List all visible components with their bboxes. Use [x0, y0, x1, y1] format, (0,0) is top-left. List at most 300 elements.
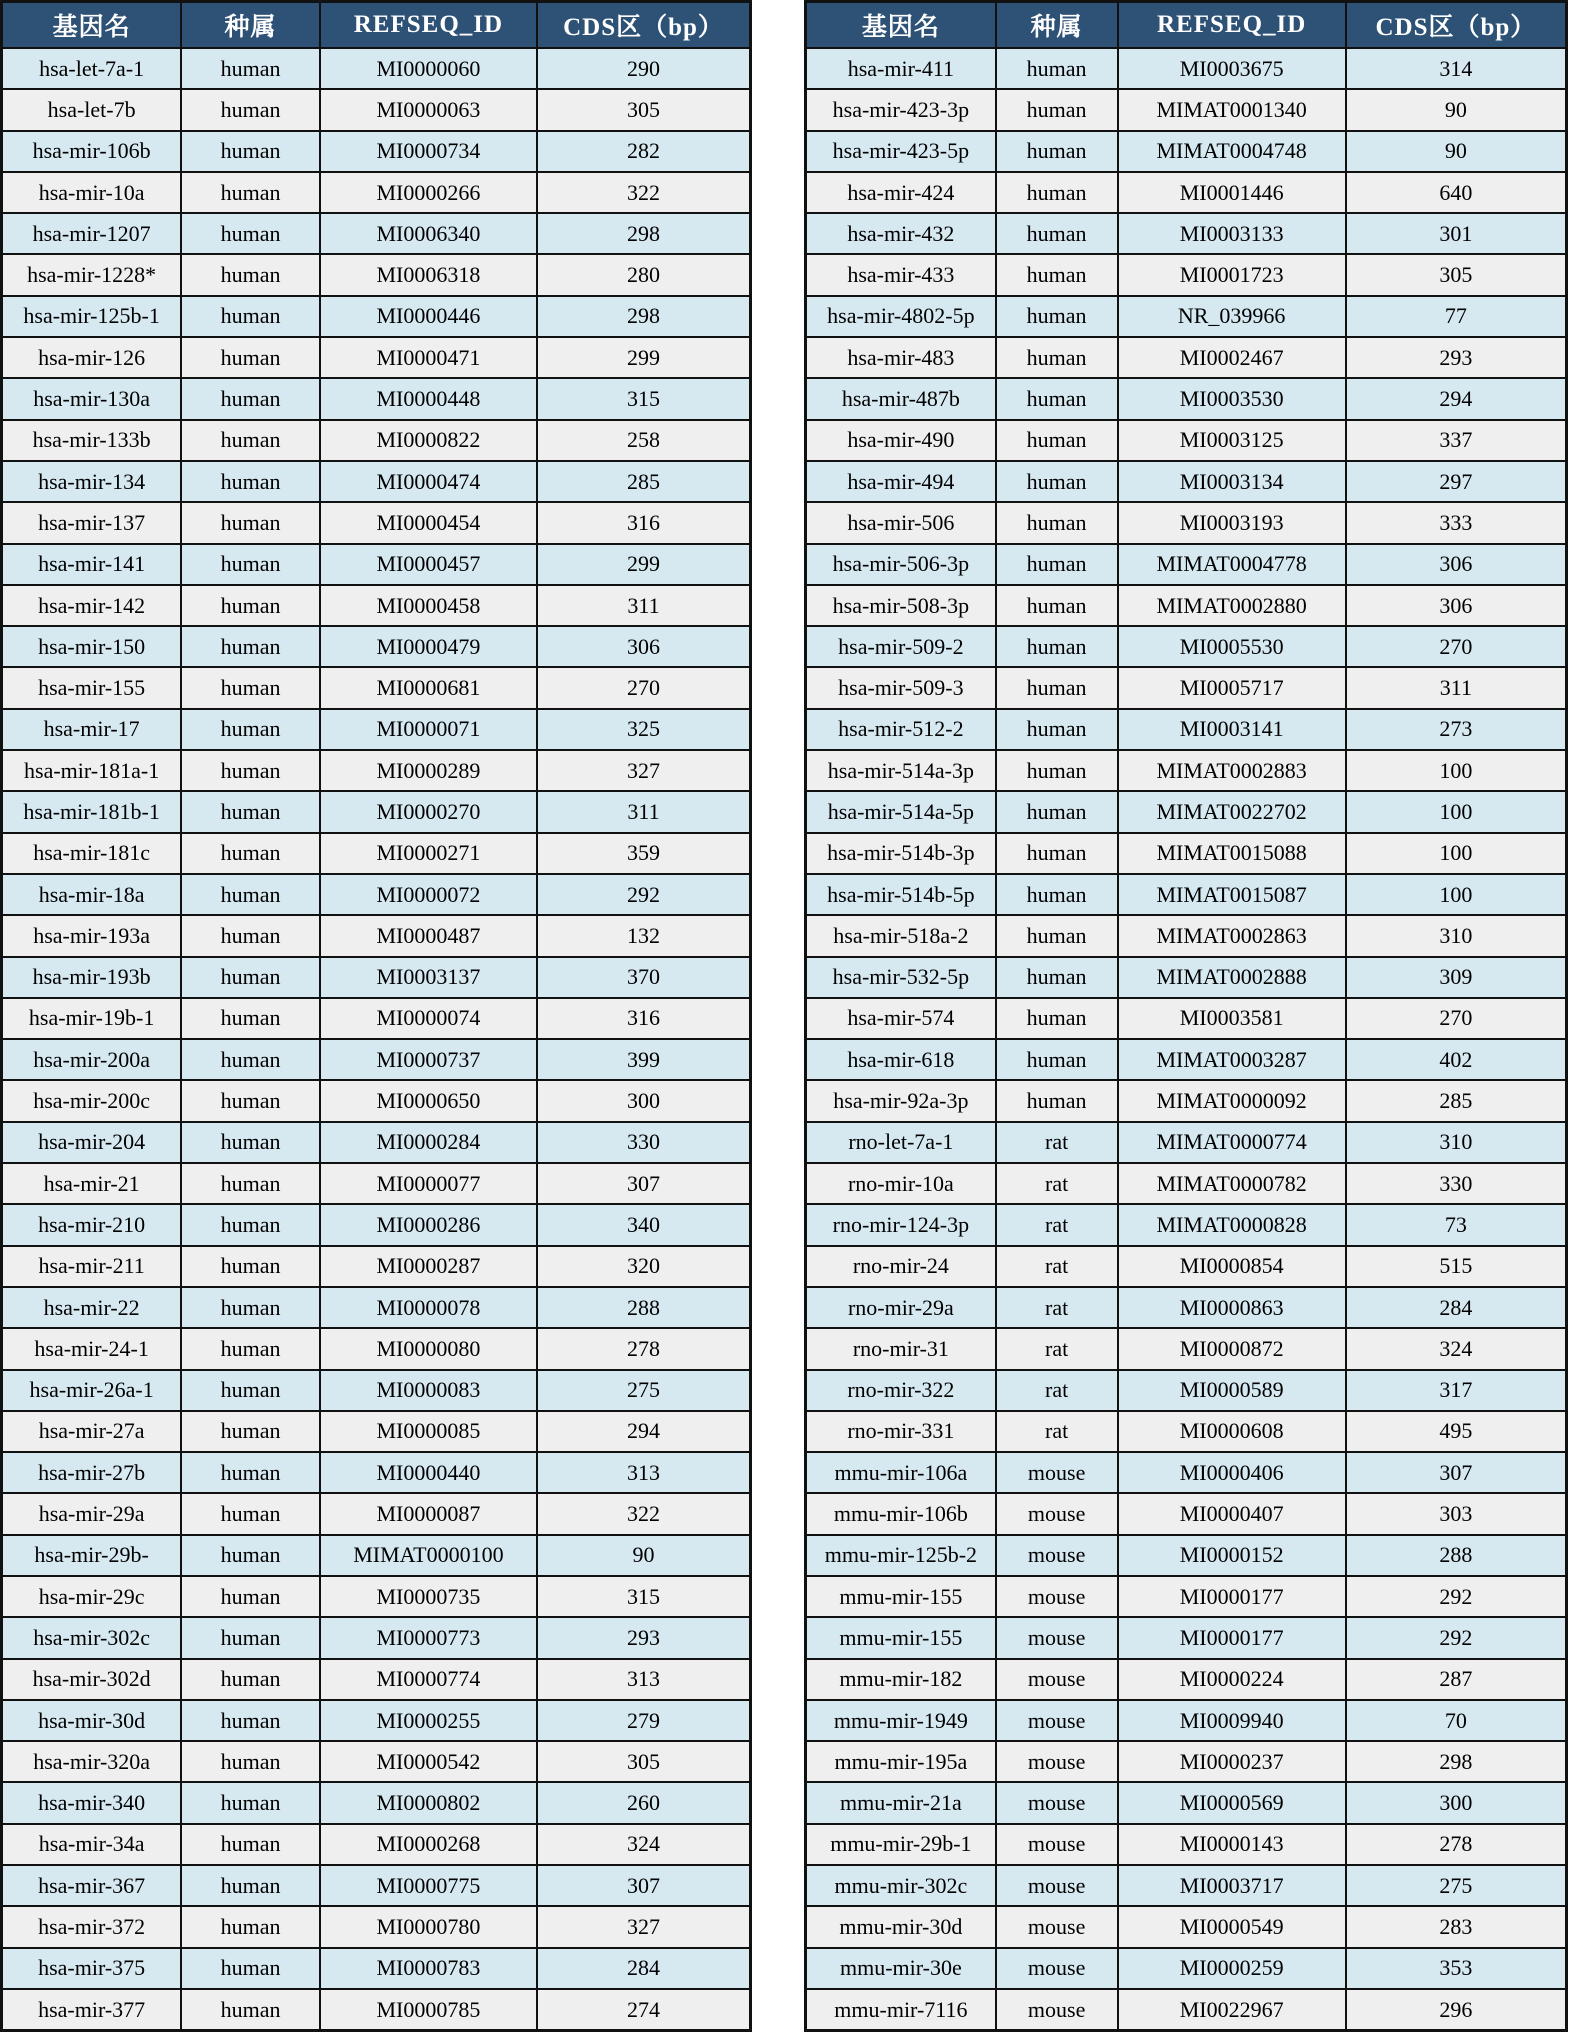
table-row — [806, 1080, 1567, 1121]
species-cell: human — [996, 998, 1118, 1039]
table-row — [806, 1452, 1567, 1493]
table-row — [806, 1989, 1567, 2031]
cds-length-cell: 311 — [537, 585, 750, 626]
species-cell: human — [996, 874, 1118, 915]
refseq-id-cell: MIMAT0015088 — [1118, 833, 1346, 874]
gene-name-cell: hsa-mir-133b — [2, 420, 182, 461]
refseq-id-cell: MI0000734 — [320, 131, 537, 172]
gene-name-cell: hsa-mir-509-3 — [806, 667, 996, 708]
cds-length-cell: 287 — [1346, 1659, 1567, 1700]
table-row — [2, 337, 751, 378]
table-row — [806, 337, 1567, 378]
gene-name-cell: hsa-mir-1207 — [2, 213, 182, 254]
table-row — [2, 1080, 751, 1121]
gene-name-cell: mmu-mir-195a — [806, 1741, 996, 1782]
gene-name-cell: hsa-mir-302c — [2, 1617, 182, 1658]
cds-length-cell: 290 — [537, 48, 750, 89]
table-row — [2, 1493, 751, 1534]
table-row — [2, 172, 751, 213]
table-row — [2, 544, 751, 585]
species-cell: human — [181, 915, 320, 956]
species-cell: human — [181, 89, 320, 130]
table-row — [806, 667, 1567, 708]
gene-name-cell: hsa-mir-424 — [806, 172, 996, 213]
gene-name-cell: mmu-mir-7116 — [806, 1989, 996, 2031]
refseq-id-cell: MIMAT0002880 — [1118, 585, 1346, 626]
species-cell: human — [181, 667, 320, 708]
table-row — [2, 89, 751, 130]
gene-name-cell: hsa-let-7b — [2, 89, 182, 130]
gene-name-cell: hsa-mir-30d — [2, 1700, 182, 1741]
gene-name-cell: hsa-mir-487b — [806, 378, 996, 419]
cds-length-cell: 90 — [537, 1535, 750, 1576]
species-cell: human — [181, 1535, 320, 1576]
gene-name-cell: hsa-mir-10a — [2, 172, 182, 213]
table-header — [2, 2, 751, 49]
refseq-id-cell: MI0002467 — [1118, 337, 1346, 378]
species-cell: human — [996, 833, 1118, 874]
cds-length-cell: 317 — [1346, 1370, 1567, 1411]
cds-length-cell: 279 — [537, 1700, 750, 1741]
refseq-id-cell: MIMAT0000782 — [1118, 1163, 1346, 1204]
cds-length-cell: 294 — [1346, 378, 1567, 419]
cds-length-cell: 330 — [537, 1122, 750, 1163]
cds-length-cell: 322 — [537, 172, 750, 213]
table-row — [806, 1370, 1567, 1411]
gene-name-cell: mmu-mir-302c — [806, 1865, 996, 1906]
refseq-id-cell: MI0000072 — [320, 874, 537, 915]
refseq-id-cell: MI0003530 — [1118, 378, 1346, 419]
table-row — [806, 213, 1567, 254]
cds-length-cell: 270 — [1346, 626, 1567, 667]
refseq-id-cell: MI0000471 — [320, 337, 537, 378]
species-cell: human — [996, 172, 1118, 213]
species-cell: human — [181, 1246, 320, 1287]
refseq-id-cell: MI0000650 — [320, 1080, 537, 1121]
gene-name-cell: mmu-mir-125b-2 — [806, 1535, 996, 1576]
gene-name-cell: hsa-mir-512-2 — [806, 709, 996, 750]
refseq-id-cell: MI0000060 — [320, 48, 537, 89]
species-cell: human — [996, 131, 1118, 172]
table-row — [2, 1906, 751, 1947]
gene-name-cell: rno-let-7a-1 — [806, 1122, 996, 1163]
refseq-id-cell: MI0000780 — [320, 1906, 537, 1947]
gene-name-cell: hsa-mir-130a — [2, 378, 182, 419]
table-row — [2, 750, 751, 791]
species-cell: mouse — [996, 1576, 1118, 1617]
table-row — [806, 1906, 1567, 1947]
table-body — [2, 48, 751, 2031]
cds-length-cell: 282 — [537, 131, 750, 172]
refseq-id-cell: MIMAT0002883 — [1118, 750, 1346, 791]
gene-table-left — [0, 0, 752, 2032]
gene-name-cell: hsa-mir-514b-5p — [806, 874, 996, 915]
refseq-id-cell: MI0000063 — [320, 89, 537, 130]
species-cell: human — [996, 1080, 1118, 1121]
species-cell: human — [181, 1122, 320, 1163]
species-cell: rat — [996, 1163, 1118, 1204]
species-cell: human — [181, 420, 320, 461]
column-header-cds: CDS区（bp） — [537, 2, 750, 49]
species-cell: human — [181, 131, 320, 172]
cds-length-cell: 294 — [537, 1411, 750, 1452]
species-cell: human — [181, 1700, 320, 1741]
refseq-id-cell: MIMAT0000828 — [1118, 1204, 1346, 1245]
table-row — [2, 420, 751, 461]
cds-length-cell: 285 — [1346, 1080, 1567, 1121]
table-row — [806, 1204, 1567, 1245]
species-cell: rat — [996, 1370, 1118, 1411]
table-row — [2, 626, 751, 667]
cds-length-cell: 311 — [1346, 667, 1567, 708]
cds-length-cell: 70 — [1346, 1700, 1567, 1741]
gene-name-cell: hsa-mir-509-2 — [806, 626, 996, 667]
cds-length-cell: 298 — [537, 296, 750, 337]
gene-name-cell: hsa-mir-411 — [806, 48, 996, 89]
cds-length-cell: 288 — [537, 1287, 750, 1328]
cds-length-cell: 313 — [537, 1452, 750, 1493]
gene-name-cell: hsa-mir-367 — [2, 1865, 182, 1906]
species-cell: human — [181, 1989, 320, 2031]
species-cell: human — [181, 1452, 320, 1493]
species-cell: human — [181, 1741, 320, 1782]
species-cell: rat — [996, 1122, 1118, 1163]
species-cell: mouse — [996, 1948, 1118, 1989]
refseq-id-cell: MI0000479 — [320, 626, 537, 667]
gene-name-cell: hsa-mir-200a — [2, 1039, 182, 1080]
gene-name-cell: mmu-mir-106a — [806, 1452, 996, 1493]
species-cell: human — [996, 461, 1118, 502]
table-row — [2, 213, 751, 254]
table-row — [2, 915, 751, 956]
refseq-id-cell: MI0005717 — [1118, 667, 1346, 708]
gene-name-cell: hsa-mir-18a — [2, 874, 182, 915]
cds-length-cell: 283 — [1346, 1906, 1567, 1947]
cds-length-cell: 327 — [537, 750, 750, 791]
gene-name-cell: hsa-mir-92a-3p — [806, 1080, 996, 1121]
cds-length-cell: 100 — [1346, 750, 1567, 791]
cds-length-cell: 90 — [1346, 89, 1567, 130]
refseq-id-cell: MIMAT0022702 — [1118, 791, 1346, 832]
gene-name-cell: hsa-mir-193a — [2, 915, 182, 956]
species-cell: human — [996, 48, 1118, 89]
gene-name-cell: hsa-mir-514b-3p — [806, 833, 996, 874]
table-row — [806, 254, 1567, 295]
table-row — [806, 1741, 1567, 1782]
refseq-id-cell: MI0003141 — [1118, 709, 1346, 750]
table-row — [2, 48, 751, 89]
species-cell: mouse — [996, 1989, 1118, 2031]
table-row — [2, 1700, 751, 1741]
table-row — [806, 1948, 1567, 1989]
cds-length-cell: 270 — [1346, 998, 1567, 1039]
cds-length-cell: 285 — [537, 461, 750, 502]
column-header-refseq: REFSEQ_ID — [1118, 2, 1346, 49]
table-row — [2, 1576, 751, 1617]
table-row — [806, 874, 1567, 915]
cds-length-cell: 298 — [537, 213, 750, 254]
refseq-id-cell: MI0006318 — [320, 254, 537, 295]
gene-name-cell: mmu-mir-30e — [806, 1948, 996, 1989]
refseq-id-cell: MIMAT0002888 — [1118, 957, 1346, 998]
refseq-id-cell: MI0000822 — [320, 420, 537, 461]
cds-length-cell: 313 — [537, 1659, 750, 1700]
species-cell: mouse — [996, 1659, 1118, 1700]
refseq-id-cell: MI0003125 — [1118, 420, 1346, 461]
table-row — [2, 1617, 751, 1658]
table-row — [806, 172, 1567, 213]
gene-name-cell: hsa-mir-320a — [2, 1741, 182, 1782]
table-row — [806, 791, 1567, 832]
refseq-id-cell: MI0003717 — [1118, 1865, 1346, 1906]
table-row — [2, 1741, 751, 1782]
gene-name-cell: hsa-mir-618 — [806, 1039, 996, 1080]
cds-length-cell: 353 — [1346, 1948, 1567, 1989]
table-row — [806, 1824, 1567, 1865]
column-header-cds: CDS区（bp） — [1346, 2, 1567, 49]
cds-length-cell: 306 — [537, 626, 750, 667]
gene-name-cell: hsa-mir-204 — [2, 1122, 182, 1163]
cds-length-cell: 307 — [537, 1163, 750, 1204]
table-row — [2, 1287, 751, 1328]
refseq-id-cell: MI0000863 — [1118, 1287, 1346, 1328]
cds-length-cell: 324 — [537, 1824, 750, 1865]
gene-name-cell: hsa-mir-24-1 — [2, 1328, 182, 1369]
species-cell: human — [181, 1039, 320, 1080]
gene-name-cell: mmu-mir-106b — [806, 1493, 996, 1534]
refseq-id-cell: MI0000735 — [320, 1576, 537, 1617]
column-header-gene: 基因名 — [806, 2, 996, 49]
gene-name-cell: hsa-mir-22 — [2, 1287, 182, 1328]
species-cell: human — [996, 254, 1118, 295]
gene-name-cell: hsa-mir-126 — [2, 337, 182, 378]
table-row — [806, 1163, 1567, 1204]
gene-name-cell: hsa-mir-21 — [2, 1163, 182, 1204]
gene-name-cell: hsa-mir-29a — [2, 1493, 182, 1534]
refseq-id-cell: MI0000289 — [320, 750, 537, 791]
table-header — [806, 2, 1567, 49]
species-cell: human — [996, 337, 1118, 378]
gene-name-cell: hsa-mir-574 — [806, 998, 996, 1039]
column-header-species: 种属 — [996, 2, 1118, 49]
species-cell: mouse — [996, 1906, 1118, 1947]
refseq-id-cell: MI0000224 — [1118, 1659, 1346, 1700]
cds-length-cell: 297 — [1346, 461, 1567, 502]
gene-name-cell: mmu-mir-155 — [806, 1617, 996, 1658]
table-row — [806, 296, 1567, 337]
species-cell: human — [181, 1617, 320, 1658]
species-cell: human — [996, 296, 1118, 337]
refseq-id-cell: MI0000681 — [320, 667, 537, 708]
species-cell: human — [181, 1493, 320, 1534]
refseq-id-cell: MI0000074 — [320, 998, 537, 1039]
cds-length-cell: 316 — [537, 998, 750, 1039]
table-row — [806, 1535, 1567, 1576]
table-row — [806, 1493, 1567, 1534]
species-cell: human — [181, 998, 320, 1039]
table-row — [2, 1452, 751, 1493]
species-cell: mouse — [996, 1493, 1118, 1534]
table-row — [2, 1659, 751, 1700]
gene-name-cell: hsa-mir-377 — [2, 1989, 182, 2031]
table-row — [806, 750, 1567, 791]
table-row — [806, 998, 1567, 1039]
cds-length-cell: 273 — [1346, 709, 1567, 750]
refseq-id-cell: MI0000080 — [320, 1328, 537, 1369]
cds-length-cell: 399 — [537, 1039, 750, 1080]
cds-length-cell: 292 — [1346, 1576, 1567, 1617]
gene-name-cell: hsa-mir-193b — [2, 957, 182, 998]
species-cell: mouse — [996, 1452, 1118, 1493]
table-row — [806, 626, 1567, 667]
gene-name-cell: hsa-mir-302d — [2, 1659, 182, 1700]
table-row — [2, 667, 751, 708]
species-cell: human — [996, 89, 1118, 130]
gene-name-cell: hsa-mir-181a-1 — [2, 750, 182, 791]
species-cell: mouse — [996, 1741, 1118, 1782]
cds-length-cell: 495 — [1346, 1411, 1567, 1452]
species-cell: human — [181, 1659, 320, 1700]
gene-name-cell: mmu-mir-155 — [806, 1576, 996, 1617]
table-row — [806, 1659, 1567, 1700]
refseq-id-cell: MI0000608 — [1118, 1411, 1346, 1452]
table-row — [806, 131, 1567, 172]
refseq-id-cell: MI0000589 — [1118, 1370, 1346, 1411]
cds-length-cell: 288 — [1346, 1535, 1567, 1576]
species-cell: human — [181, 1824, 320, 1865]
table-row — [806, 1700, 1567, 1741]
species-cell: rat — [996, 1204, 1118, 1245]
table-row — [2, 131, 751, 172]
table-row — [806, 1122, 1567, 1163]
table-row — [806, 1246, 1567, 1287]
gene-name-cell: rno-mir-322 — [806, 1370, 996, 1411]
species-cell: mouse — [996, 1700, 1118, 1741]
gene-name-cell: hsa-mir-490 — [806, 420, 996, 461]
species-cell: human — [181, 833, 320, 874]
gene-name-cell: hsa-mir-340 — [2, 1782, 182, 1823]
refseq-id-cell: MIMAT0004778 — [1118, 544, 1346, 585]
cds-length-cell: 337 — [1346, 420, 1567, 461]
refseq-id-cell: MI0000255 — [320, 1700, 537, 1741]
table-row — [2, 1328, 751, 1369]
table-row — [2, 1370, 751, 1411]
refseq-id-cell: MI0000270 — [320, 791, 537, 832]
species-cell: human — [996, 502, 1118, 543]
refseq-id-cell: MI0003675 — [1118, 48, 1346, 89]
species-cell: human — [181, 750, 320, 791]
cds-length-cell: 298 — [1346, 1741, 1567, 1782]
species-cell: human — [181, 461, 320, 502]
refseq-id-cell: MI0000284 — [320, 1122, 537, 1163]
refseq-id-cell: MI0000775 — [320, 1865, 537, 1906]
species-cell: human — [996, 709, 1118, 750]
species-cell: human — [996, 957, 1118, 998]
cds-length-cell: 284 — [537, 1948, 750, 1989]
gene-name-cell: hsa-mir-514a-5p — [806, 791, 996, 832]
refseq-id-cell: MI0000287 — [320, 1246, 537, 1287]
species-cell: human — [181, 791, 320, 832]
table-body — [806, 48, 1567, 2031]
gene-name-cell: hsa-mir-134 — [2, 461, 182, 502]
cds-length-cell: 307 — [537, 1865, 750, 1906]
cds-length-cell: 325 — [537, 709, 750, 750]
cds-length-cell: 77 — [1346, 296, 1567, 337]
cds-length-cell: 315 — [537, 1576, 750, 1617]
table-row — [806, 48, 1567, 89]
refseq-id-cell: MI0000271 — [320, 833, 537, 874]
species-cell: human — [996, 213, 1118, 254]
table-row — [806, 833, 1567, 874]
species-cell: human — [181, 1328, 320, 1369]
gene-name-cell: mmu-mir-30d — [806, 1906, 996, 1947]
refseq-id-cell: MI0000259 — [1118, 1948, 1346, 1989]
species-cell: human — [181, 337, 320, 378]
species-cell: mouse — [996, 1535, 1118, 1576]
table-row — [806, 420, 1567, 461]
gene-name-cell: rno-mir-24 — [806, 1246, 996, 1287]
species-cell: human — [181, 254, 320, 295]
gene-name-cell: hsa-mir-210 — [2, 1204, 182, 1245]
gene-name-cell: hsa-mir-375 — [2, 1948, 182, 1989]
gene-name-cell: rno-mir-331 — [806, 1411, 996, 1452]
species-cell: human — [181, 1865, 320, 1906]
species-cell: human — [996, 420, 1118, 461]
gene-name-cell: hsa-mir-423-3p — [806, 89, 996, 130]
gene-name-cell: hsa-mir-200c — [2, 1080, 182, 1121]
gene-name-cell: hsa-mir-211 — [2, 1246, 182, 1287]
species-cell: human — [181, 378, 320, 419]
refseq-id-cell: MI0000542 — [320, 1741, 537, 1782]
table-row — [806, 378, 1567, 419]
cds-length-cell: 100 — [1346, 791, 1567, 832]
species-cell: rat — [996, 1328, 1118, 1369]
gene-name-cell: hsa-mir-181b-1 — [2, 791, 182, 832]
refseq-id-cell: MI0009940 — [1118, 1700, 1346, 1741]
refseq-id-cell: MI0001723 — [1118, 254, 1346, 295]
gene-name-cell: mmu-mir-1949 — [806, 1700, 996, 1741]
cds-length-cell: 310 — [1346, 1122, 1567, 1163]
gene-name-cell: hsa-mir-155 — [2, 667, 182, 708]
species-cell: human — [996, 750, 1118, 791]
cds-length-cell: 640 — [1346, 172, 1567, 213]
table-row — [806, 1865, 1567, 1906]
cds-length-cell: 515 — [1346, 1246, 1567, 1287]
species-cell: human — [996, 544, 1118, 585]
cds-length-cell: 320 — [537, 1246, 750, 1287]
table-row — [806, 89, 1567, 130]
refseq-id-cell: MI0000406 — [1118, 1452, 1346, 1493]
refseq-id-cell: MI0005530 — [1118, 626, 1346, 667]
gene-name-cell: hsa-mir-106b — [2, 131, 182, 172]
refseq-id-cell: MI0000773 — [320, 1617, 537, 1658]
header-row — [806, 2, 1567, 49]
cds-length-cell: 293 — [537, 1617, 750, 1658]
species-cell: human — [181, 1948, 320, 1989]
gene-name-cell: hsa-mir-4802-5p — [806, 296, 996, 337]
cds-length-cell: 292 — [537, 874, 750, 915]
refseq-id-cell: MI0000854 — [1118, 1246, 1346, 1287]
gene-name-cell: hsa-mir-433 — [806, 254, 996, 295]
cds-length-cell: 322 — [537, 1493, 750, 1534]
cds-length-cell: 333 — [1346, 502, 1567, 543]
cds-length-cell: 278 — [1346, 1824, 1567, 1865]
species-cell: human — [181, 1370, 320, 1411]
table-row — [2, 1782, 751, 1823]
gene-name-cell: hsa-mir-29c — [2, 1576, 182, 1617]
refseq-id-cell: MI0003137 — [320, 957, 537, 998]
table-row — [806, 1576, 1567, 1617]
